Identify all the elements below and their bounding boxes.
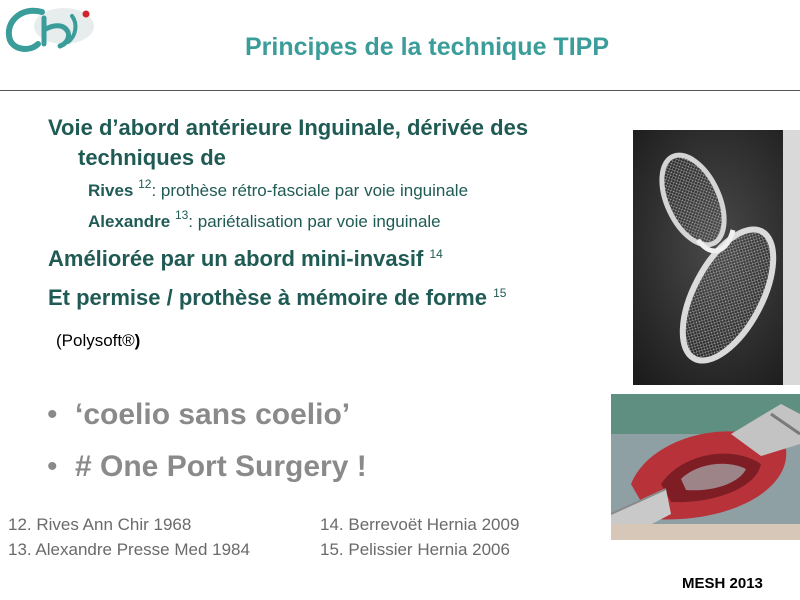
reference-14: 14. Berrevoët Hernia 2009: [320, 515, 520, 534]
mesh-xray-image: [633, 130, 800, 385]
rives-ref: 12: [138, 177, 152, 191]
alexandre-name: Alexandre: [88, 212, 171, 231]
hospital-logo: [2, 2, 98, 60]
main-point-3-text: Et permise / prothèse à mémoire de forme: [48, 285, 487, 310]
polysoft-note: [56, 331, 140, 351]
alexandre-text: : pariétalisation par voie inguinale: [188, 212, 441, 231]
bullet-dot: •: [47, 450, 58, 483]
main-point-2-text: Améliorée par un abord mini-invasif: [48, 246, 424, 271]
bullet-coelio: [47, 398, 350, 432]
polysoft-close: ): [134, 331, 141, 350]
bullet-text: ‘coelio sans coelio’: [75, 398, 351, 431]
main-point-1-line-2: techniques de: [78, 145, 226, 170]
reference-15: 15. Pelissier Hernia 2006: [320, 540, 510, 559]
bullet-one-port: [47, 450, 367, 484]
reference-12: 12. Rives Ann Chir 1968: [8, 515, 192, 534]
reference-13: 13. Alexandre Presse Med 1984: [8, 540, 250, 559]
main-point-2: [48, 246, 443, 272]
rives-text: : prothèse rétro-fasciale par voie inguinale: [151, 181, 469, 200]
rives-name: Rives: [88, 181, 134, 200]
title-divider: [0, 90, 800, 91]
sub-point-rives: [88, 177, 469, 201]
main-point-2-ref: 14: [429, 247, 443, 261]
main-point-1-line-1: Voie d’abord antérieure Inguinale, dérivée des: [48, 115, 529, 140]
sub-point-alexandre: [88, 208, 441, 232]
main-point-3: [48, 285, 506, 311]
main-point-3-ref: 15: [493, 286, 507, 300]
slide-title: Principes de la technique TIPP: [245, 33, 609, 61]
bullet-dot: •: [47, 398, 58, 431]
conference-label: MESH 2013: [682, 575, 763, 592]
polysoft-label: (Polysoft®: [56, 331, 135, 350]
alexandre-ref: 13: [174, 208, 189, 222]
surgical-field-image: [611, 394, 800, 540]
bullet-text: # One Port Surgery !: [75, 450, 367, 483]
